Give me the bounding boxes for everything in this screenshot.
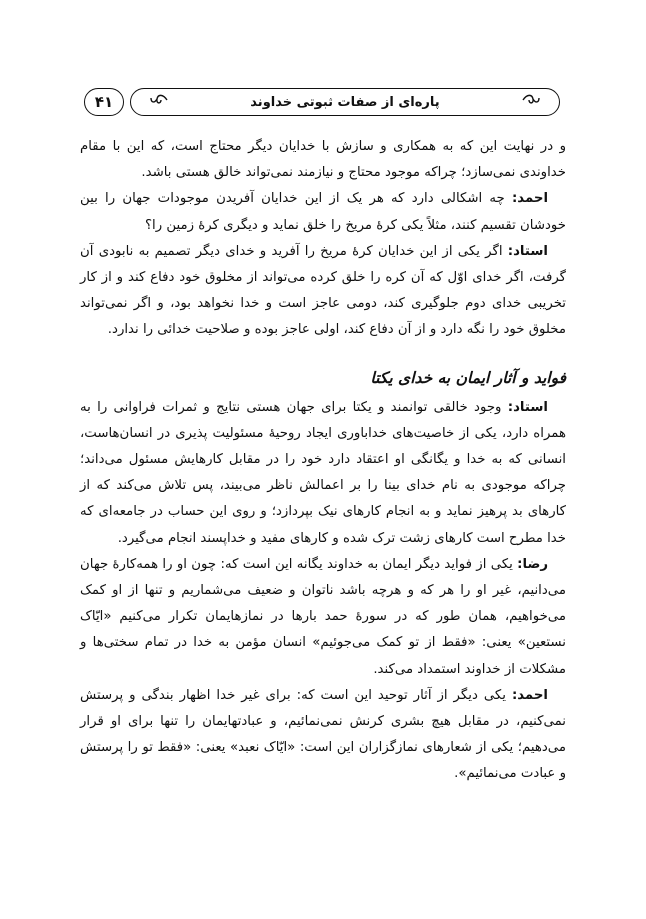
dialogue-paragraph — [80, 239, 566, 344]
section-heading: فواید و آثار ایمان به خدای یکتا — [370, 368, 566, 387]
paragraph: و در نهایت این که به همکاری و سازش با خدایان دیگر محتاج است، که این با مقام خداوندی نمی‌سازد؛ چراکه موجود محتاج و نیازمند نمی‌تواند خالق هستی باشد. — [80, 139, 566, 181]
dialogue-text: اگر یکی از این خدایان کرهٔ مریخ را آفرید و خدای دیگر تصمیم به نابودی آن گرفت، اگر خدای اوّل که آن کره را خلق کرده می‌تواند از مخلوق خود دفاع کند و از کار تخریبی خدای دوم جلوگیری کند، دومی عاجز است و خدا نخواهد بود، و اگر نمی‌تواند مخلوق خود را نگه دارد و از آن دفاع کند، اولی عاجز بوده و صلاحیت خدائی را ندارد. — [80, 243, 566, 338]
speaker-label: احمد: — [511, 191, 549, 207]
dialogue-text: وجود خالقی توانمند و یکتا برای جهان هستی نتایج و ثمرات فراوانی را به همراه دارد، یکی از خاصیت‌های خداباوری ایجاد روحیهٔ مسئولیت پذیری در انسان‌هاست، انسانی که به خدا و یگانگی او اعتقاد دارد خود را در مقابل کارهایش مسئول می‌داند؛ چراکه موجودی به نام خدای بینا را بر اعمالش ناظر می‌بیند، پس تلاش می‌کند که از کارهای بد پرهیز نماید و به انجام کارهای نیک بپردازد؛ و روی این حساب در جامعه‌ای که خدا مطرح است کارهای زشت ترک شده و کارهای مفید و خداپسند انجام می‌گیرد. — [80, 399, 566, 546]
page-number — [84, 88, 124, 116]
dialogue-text: یکی دیگر از آثار توحید این است که: برای غیر خدا اظهار بندگی و پرستش نمی‌کنیم، در مقابل هیچ بشری کرنش نمی‌نمائیم، و عبادتهایمان را تنها برای او قرار می‌دهیم؛ یکی از شعارهای نمازگزاران این است: «ایّاک نعبد» یعنی: «فقط تو را پرستش و عبادت می‌نمائیم». — [80, 687, 566, 782]
speaker-label: استاد: — [507, 399, 548, 415]
running-title-text: پاره‌ای از صفات ثبوتی خداوند — [250, 94, 440, 110]
ornament-left-icon — [149, 92, 169, 114]
dialogue-text: چه اشکالی دارد که هر یک از این خدایان آفریدن موجودات جهان را بین خودشان تقسیم کنند، مثلاً یکی کرهٔ مریخ را خلق نماید و دیگری کرهٔ زمین را؟ — [80, 191, 566, 233]
page-header — [84, 88, 560, 118]
dialogue-paragraph — [80, 186, 566, 238]
speaker-label: احمد: — [511, 687, 548, 703]
dialogue-paragraph — [80, 552, 566, 683]
running-title — [130, 88, 560, 116]
dialogue-paragraph — [80, 683, 566, 788]
ornament-right-icon — [521, 92, 541, 114]
page-number-text: ۴۱ — [94, 93, 114, 111]
speaker-label: رضا: — [517, 556, 548, 572]
page-content — [80, 134, 566, 788]
dialogue-paragraph — [80, 395, 566, 552]
speaker-label: استاد: — [507, 243, 548, 259]
dialogue-text: یکی از فواید دیگر ایمان به خداوند یگانه این است که: چون او را همه‌کارهٔ جهان می‌دانیم، غیر او را هر که و هرچه باشد ناتوان و ضعیف می‌شماریم و تنها از او کمک می‌خواهیم، همان طور که در سورهٔ حمد بارها در نمازهایمان تکرار می‌کنیم «ایّاک نستعین» یعنی: «فقط از تو کمک می‌جوئیم» انسان مؤمن به خدا در تمام سختی‌ها و مشکلات از خداوند استمداد می‌کند. — [80, 556, 566, 677]
